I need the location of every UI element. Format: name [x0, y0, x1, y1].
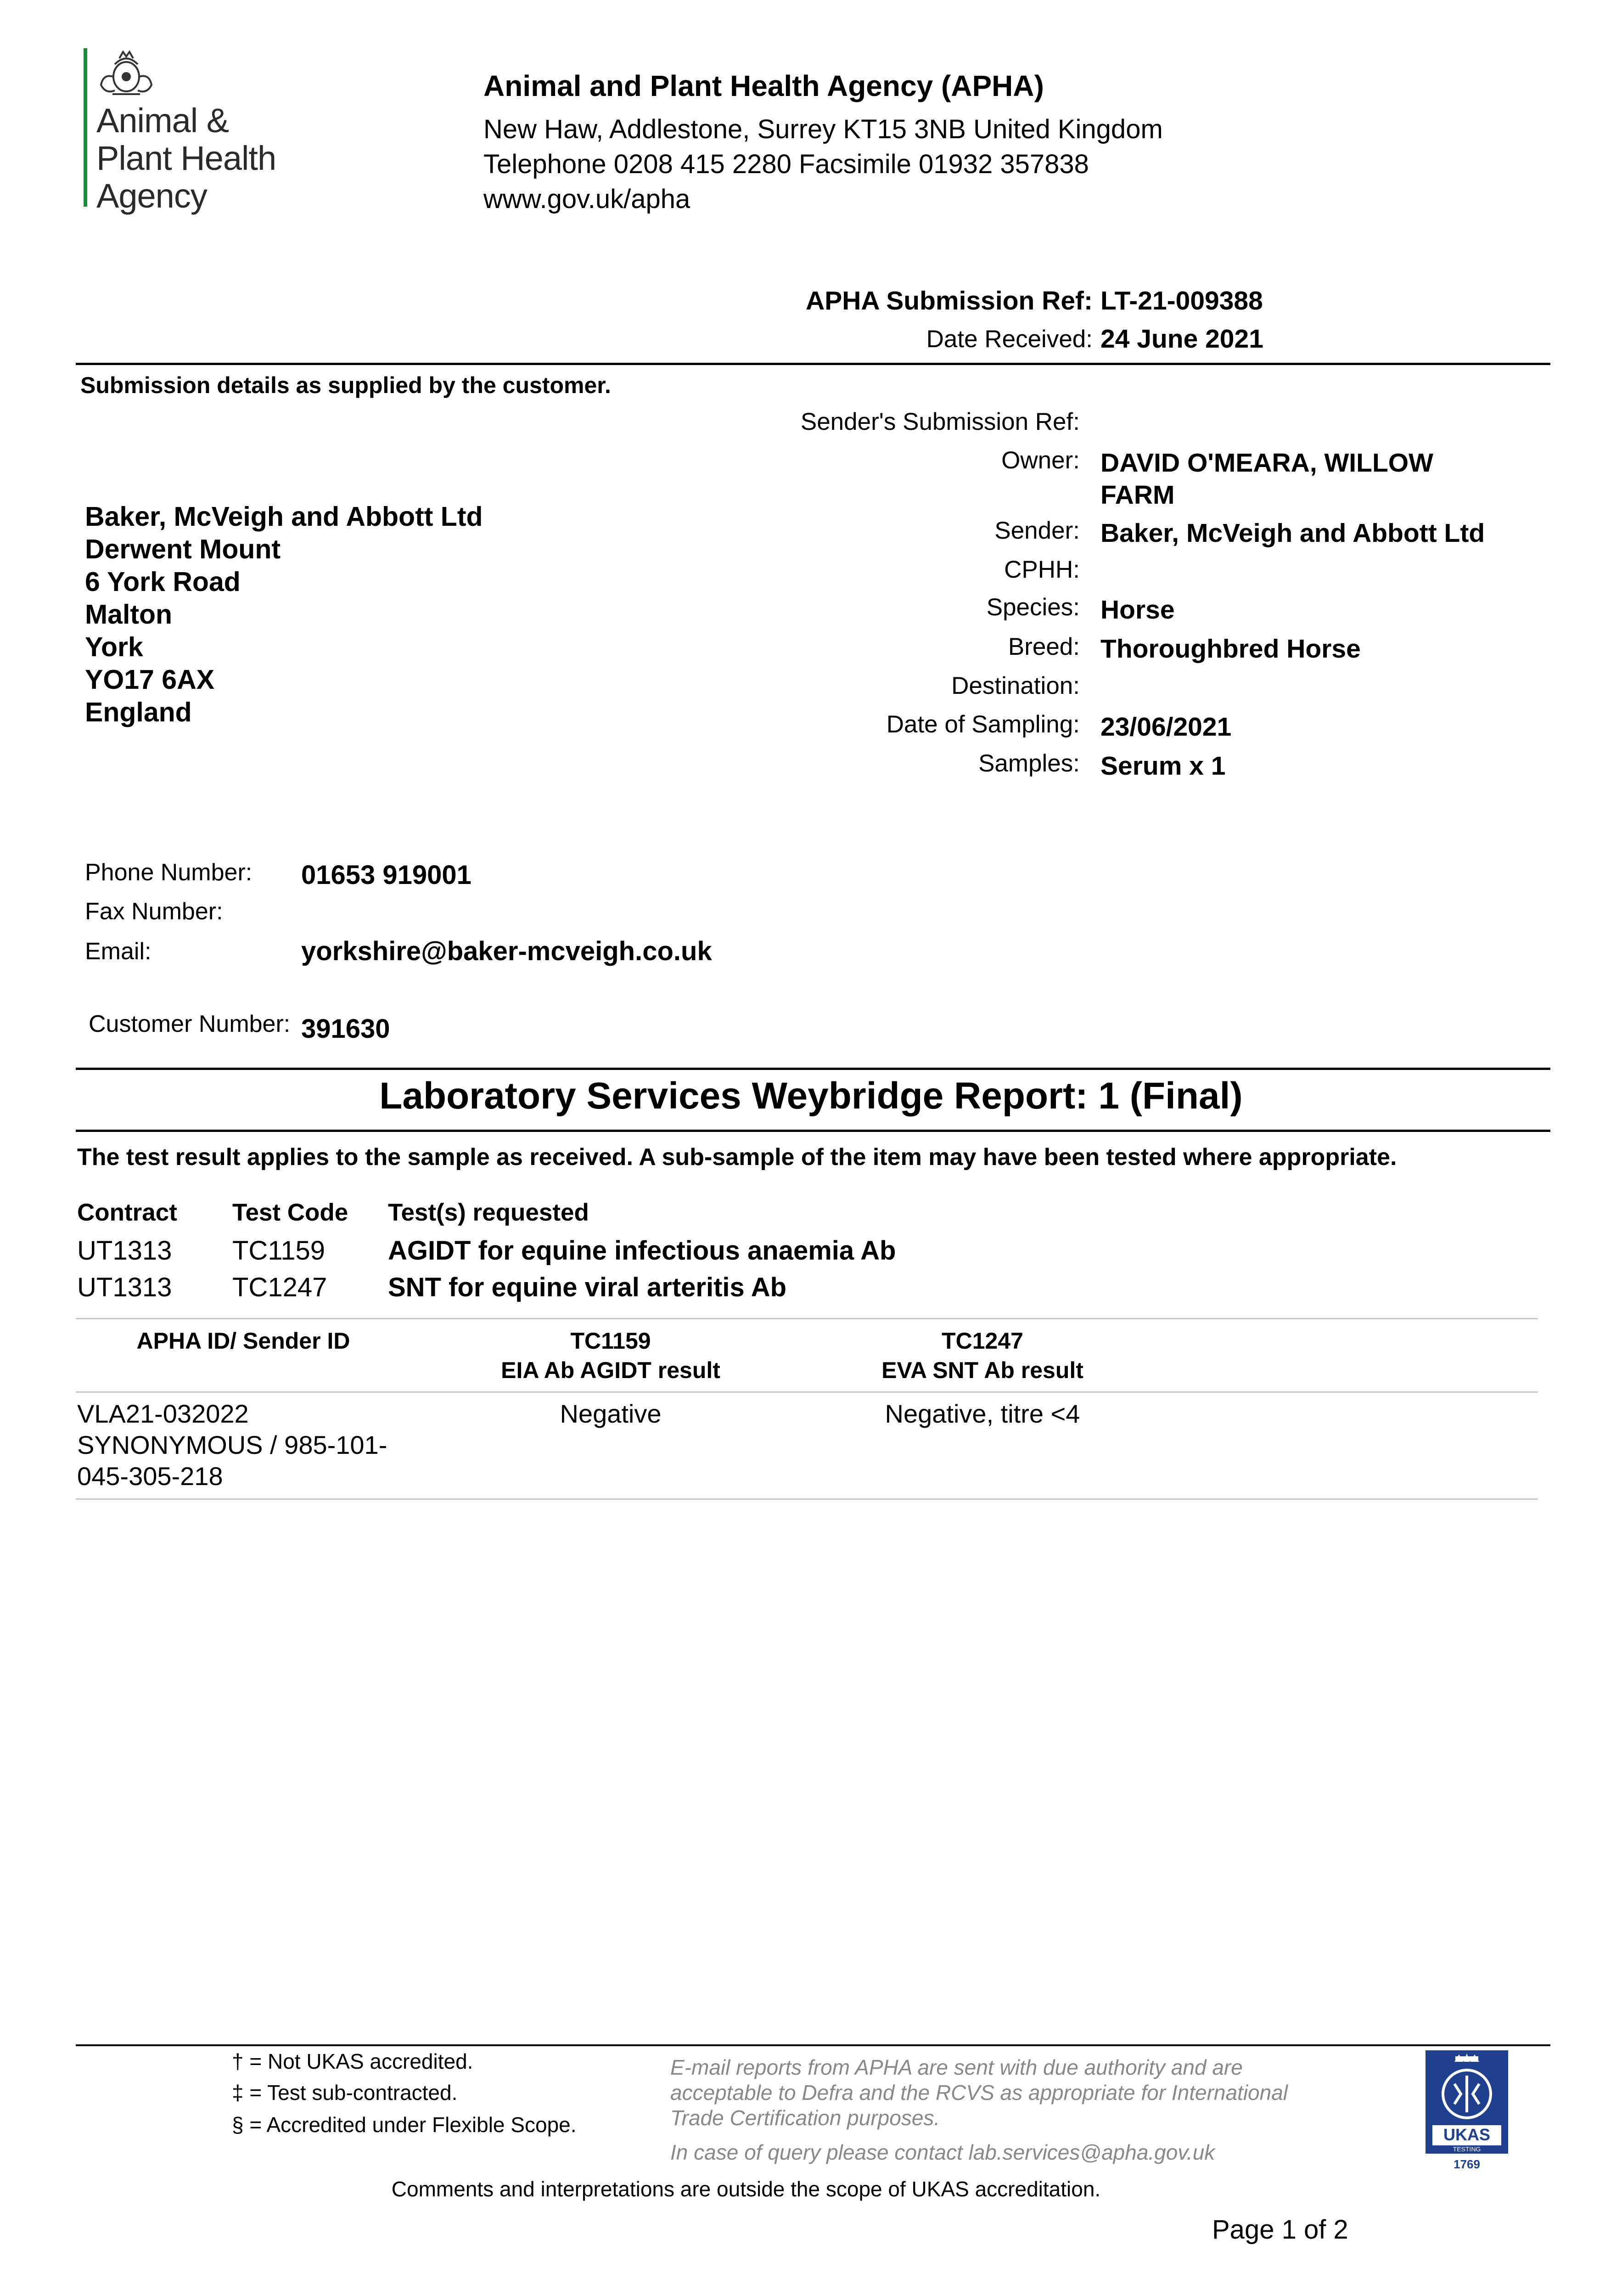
samples-label: Samples:: [978, 750, 1080, 777]
applies-note: The test result applies to the sample as received. A sub-sample of the item may have been tested where appropriate.: [77, 1144, 1397, 1171]
results-eia-header-code: TC1159: [570, 1328, 651, 1354]
customer-number-label: Customer Number:: [89, 1011, 291, 1037]
address-line: Malton: [85, 599, 173, 630]
logo-line: Agency: [96, 177, 207, 215]
test-code-header: Test Code: [232, 1199, 348, 1226]
submission-ref-label: APHA Submission Ref:: [806, 286, 1093, 315]
ukas-logo: [1423, 2048, 1510, 2178]
date-received-value: 24 June 2021: [1100, 324, 1263, 354]
results-bottom-rule: [76, 1498, 1538, 1500]
footer-email-note: acceptable to Defra and the RCVS as appropriate for International: [670, 2081, 1288, 2105]
footer-symbol-note: § = Accredited under Flexible Scope.: [232, 2113, 577, 2137]
species-value: Horse: [1100, 595, 1175, 625]
footer-symbol-note: ‡ = Test sub-contracted.: [232, 2081, 458, 2105]
submission-intro: Submission details as supplied by the customer.: [80, 372, 611, 398]
tests-requested-header: Test(s) requested: [388, 1199, 589, 1226]
email-value[interactable]: yorkshire@baker-mcveigh.co.uk: [301, 936, 712, 966]
logo-accent-bar: [84, 48, 87, 207]
logo-line: Animal &: [96, 101, 229, 140]
destination-label: Destination:: [951, 672, 1080, 699]
footer-email-note: E-mail reports from APHA are sent with due authority and are: [670, 2055, 1243, 2079]
phone-value: 01653 919001: [301, 860, 471, 890]
results-top-rule: [76, 1318, 1538, 1319]
address-line: England: [85, 697, 192, 727]
results-eva-header-code: TC1247: [942, 1328, 1023, 1354]
footer-email-note: Trade Certification purposes.: [670, 2106, 940, 2130]
submission-ref-value: LT-21-009388: [1100, 286, 1263, 315]
address-line: Derwent Mount: [85, 534, 281, 564]
ukas-label: UKAS: [1443, 2125, 1491, 2144]
test-name: SNT for equine viral arteritis Ab: [388, 1272, 787, 1302]
result-id-line: 045-305-218: [77, 1462, 223, 1491]
breed-value: Thoroughbred Horse: [1100, 634, 1361, 664]
footer-query-note: In case of query please contact lab.services@apha.gov.uk: [670, 2140, 1215, 2164]
customer-number-value: 391630: [301, 1014, 390, 1044]
customer-address: [85, 501, 483, 729]
date-received-label: Date Received:: [926, 326, 1093, 353]
address-line: 6 York Road: [85, 567, 241, 597]
fax-label: Fax Number:: [85, 898, 223, 925]
result-eva-value: Negative, titre <4: [885, 1399, 1080, 1428]
report-bottom-rule: [76, 1130, 1550, 1132]
test-name: AGIDT for equine infectious anaemia Ab: [388, 1236, 896, 1266]
test-contract: UT1313: [77, 1272, 172, 1302]
results-eva-header-name: EVA SNT Ab result: [881, 1357, 1083, 1383]
agency-name: Animal and Plant Health Agency (APHA): [483, 69, 1044, 102]
email-label: Email:: [85, 938, 152, 965]
result-id-line: VLA21-032022: [77, 1399, 249, 1428]
contract-header: Contract: [77, 1199, 177, 1226]
test-contract: UT1313: [77, 1236, 172, 1266]
owner-value-line2: FARM: [1100, 480, 1175, 510]
phone-label: Phone Number:: [85, 859, 253, 886]
result-eia-value: Negative: [560, 1399, 662, 1428]
sampling-date-value: 23/06/2021: [1100, 712, 1232, 742]
ukas-number: 1769: [1454, 2157, 1480, 2171]
address-line: Baker, McVeigh and Abbott Ltd: [85, 501, 483, 532]
sender-label: Sender:: [994, 517, 1080, 544]
cphh-label: CPHH:: [1004, 556, 1080, 583]
footer-comments: Comments and interpretations are outside the scope of UKAS accreditation.: [391, 2177, 1101, 2201]
logo-line: Plant Health: [96, 139, 276, 177]
results-eia-header-name: EIA Ab AGIDT result: [501, 1357, 720, 1383]
agency-phone: Telephone 0208 415 2280 Facsimile 01932 357838: [483, 149, 1089, 179]
footer-symbol-note: † = Not UKAS accredited.: [232, 2049, 473, 2073]
agency-logo-text: [96, 102, 276, 215]
species-label: Species:: [986, 594, 1080, 621]
test-code: TC1159: [232, 1236, 326, 1266]
address-line: YO17 6AX: [85, 664, 215, 695]
agency-website[interactable]: www.gov.uk/apha: [483, 184, 690, 214]
ukas-crown-icon: [1423, 2048, 1510, 2178]
header-divider: [76, 363, 1550, 365]
ukas-sub-label: TESTING: [1453, 2145, 1481, 2153]
samples-value: Serum x 1: [1100, 751, 1226, 781]
royal-crest-icon: [96, 48, 156, 100]
sender-value: Baker, McVeigh and Abbott Ltd: [1100, 518, 1485, 548]
report-top-rule: [76, 1068, 1550, 1070]
breed-label: Breed:: [1008, 633, 1080, 660]
sampling-date-label: Date of Sampling:: [886, 711, 1080, 738]
agency-address: New Haw, Addlestone, Surrey KT15 3NB United Kingdom: [483, 114, 1163, 144]
address-line: York: [85, 632, 143, 662]
results-header-rule: [76, 1391, 1538, 1393]
footer-rule: [76, 2044, 1550, 2046]
result-id-line: SYNONYMOUS / 985-101-: [77, 1430, 387, 1459]
senders-ref-label: Sender's Submission Ref:: [800, 408, 1080, 435]
results-id-header: APHA ID/ Sender ID: [136, 1328, 350, 1354]
owner-label: Owner:: [1001, 447, 1080, 474]
page-number: Page 1 of 2: [1212, 2215, 1348, 2245]
test-code: TC1247: [232, 1272, 327, 1302]
owner-value-line1: DAVID O'MEARA, WILLOW: [1100, 448, 1433, 478]
report-title: Laboratory Services Weybridge Report: 1 (Final): [379, 1075, 1243, 1117]
